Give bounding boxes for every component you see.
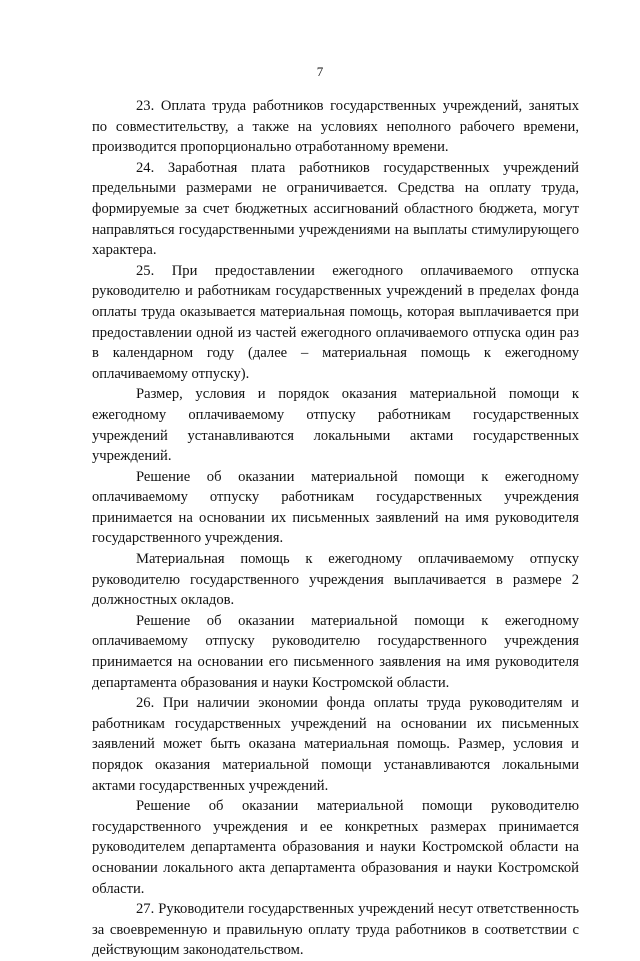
- paragraph-27: 27. Руководители государственных учреждений несут ответственность за своевременную и правильную оплату труда работников в соответствии с действующим законодательством.: [92, 901, 579, 959]
- paragraph-26: 26. При наличии экономии фонда оплаты труда руководителям и работникам государственных учреждений на основании их письменных заявлений может быть оказана материальная помощь. Размер, условия и порядок оказания материальной помощи устанавливаются локальными актами государственных учреждений.: [92, 695, 579, 794]
- paragraph-25-decision-head: Решение об оказании материальной помощи к ежегодному оплачиваемому отпуску руководителю государственного учреждения принимается на основании его письменного заявления на имя руководителя департамента образования и науки Костромской области.: [92, 612, 579, 691]
- paragraph-24: 24. Заработная плата работников государственных учреждений предельными размерами не ограничивается. Средства на оплату труда, формируемые за счет бюджетных ассигнований областного бюджета, могут направляться государственными учреждениями на выплаты стимулирующего характера.: [92, 159, 579, 259]
- document-body: [92, 96, 579, 961]
- paragraph-23: 23. Оплата труда работников государственных учреждений, занятых по совместительству, а также на условиях неполного рабочего времени, производится пропорционально отработанному времени.: [92, 98, 579, 156]
- paragraph-25-head-amount: Материальная помощь к ежегодному оплачиваемому отпуску руководителю государственного учреждения выплачивается в размере 2 должностных окладов.: [92, 551, 579, 609]
- paragraph-25: 25. При предоставлении ежегодного оплачиваемого отпуска руководителю и работникам государственных учреждений в пределах фонда оплаты труда оказывается материальная помощь, которая выплачивается при предоставлении одной из частей ежегодного оплачиваемого отпуска один раз в календарном году (далее – материальная помощь к ежегодному оплачиваемому отпуску).: [92, 262, 579, 382]
- paragraph-26-decision-head: Решение об оказании материальной помощи руководителю государственного учреждения и ее конкретных размерах принимается руководителем департамента образования и науки Костромской области на основании локального акта департамента образования и науки Костромской области.: [92, 798, 579, 897]
- paragraph-25-size-conditions: Размер, условия и порядок оказания материальной помощи к ежегодному оплачиваемому отпуску работникам государственных учреждений устанавливаются локальными актами государственных учреждений.: [92, 386, 579, 465]
- paragraph-25-decision-employees: Решение об оказании материальной помощи к ежегодному оплачиваемому отпуску работникам государственных учреждения принимается на основании их письменных заявлений на имя руководителя государственного учреждения.: [92, 468, 579, 547]
- page-number: 7: [316, 64, 324, 79]
